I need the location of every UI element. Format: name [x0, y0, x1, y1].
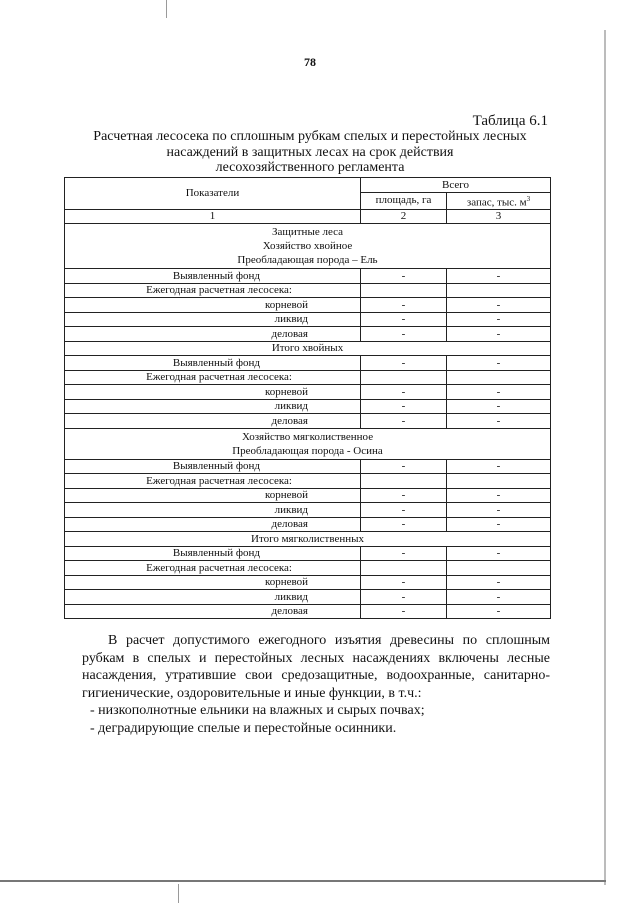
cell-area: - — [361, 399, 447, 414]
cell-stock: - — [447, 269, 551, 284]
table-number-row — [65, 209, 551, 224]
table-label: Таблица 6.1 — [472, 113, 548, 129]
row-label: ликвид — [65, 503, 361, 518]
cell-stock: - — [447, 327, 551, 342]
table-header-row — [65, 178, 551, 193]
header-total: Всего — [361, 178, 551, 193]
row-label: ликвид — [65, 312, 361, 327]
row-label: ликвид — [65, 590, 361, 605]
row-label: Выявленный фонд — [65, 356, 361, 371]
cell-stock: - — [447, 546, 551, 561]
section-row — [65, 341, 551, 356]
table-row — [65, 327, 551, 342]
row-label: корневой — [65, 488, 361, 503]
table-row — [65, 269, 551, 284]
table-row — [65, 283, 551, 298]
cell-stock — [447, 283, 551, 298]
table-row — [65, 474, 551, 489]
cell-stock: - — [447, 298, 551, 313]
scan-mark-bottom-line — [0, 880, 606, 882]
cell-area — [361, 474, 447, 489]
header-area: площадь, га — [361, 192, 447, 209]
cell-area: - — [361, 517, 447, 532]
scan-mark-right — [604, 30, 606, 885]
row-label: корневой — [65, 298, 361, 313]
header-stock-text: запас, тыс. м — [466, 196, 527, 209]
table-row — [65, 298, 551, 313]
row-label: корневой — [65, 385, 361, 400]
scan-mark-top — [166, 0, 167, 18]
table-row — [65, 561, 551, 576]
cell-stock — [447, 370, 551, 385]
row-label: деловая — [65, 414, 361, 429]
section-itog-conifer: Итого хвойных — [65, 341, 551, 356]
table-row — [65, 590, 551, 605]
row-label: Ежегодная расчетная лесосека: — [65, 561, 361, 576]
cell-stock: - — [447, 590, 551, 605]
header-stock-sup: 3 — [526, 194, 531, 203]
list-item: - деградирующие спелые и перестойные осинники. — [90, 720, 397, 736]
cell-area: - — [361, 298, 447, 313]
table-row — [65, 517, 551, 532]
cell-area: - — [361, 604, 447, 619]
table-row — [65, 385, 551, 400]
row-label: Ежегодная расчетная лесосека: — [65, 370, 361, 385]
cell-area: - — [361, 269, 447, 284]
row-label: Выявленный фонд — [65, 269, 361, 284]
forest-cut-table — [64, 177, 551, 619]
table-row — [65, 414, 551, 429]
section-itog-deciduous: Итого мягколиственных — [65, 532, 551, 547]
col-num-2: 2 — [361, 209, 447, 224]
section-conifer — [65, 224, 551, 269]
scan-mark-bottom-tick — [178, 884, 179, 903]
cell-stock — [447, 474, 551, 489]
row-label: Выявленный фонд — [65, 459, 361, 474]
cell-area — [361, 283, 447, 298]
table-row — [65, 503, 551, 518]
list-item: - низкополнотные ельники на влажных и сырых почвах; — [90, 703, 425, 718]
cell-area: - — [361, 414, 447, 429]
section-row — [65, 428, 551, 459]
cell-stock: - — [447, 604, 551, 619]
cell-stock: - — [447, 517, 551, 532]
cell-stock: - — [447, 575, 551, 590]
section-row — [65, 224, 551, 269]
table-row — [65, 399, 551, 414]
cell-area: - — [361, 590, 447, 605]
table-title-line: лесохозяйственного регламента — [215, 160, 405, 175]
section-line: Преобладающая порода – Ель — [237, 254, 378, 267]
row-label: Выявленный фонд — [65, 546, 361, 561]
section-line: Защитные леса — [272, 226, 344, 239]
row-label: Ежегодная расчетная лесосека: — [65, 474, 361, 489]
table-row — [65, 575, 551, 590]
cell-area: - — [361, 356, 447, 371]
cell-stock: - — [447, 488, 551, 503]
row-label: деловая — [65, 327, 361, 342]
section-line: Хозяйство хвойное — [262, 240, 353, 253]
table-row — [65, 459, 551, 474]
table-row — [65, 356, 551, 371]
cell-area: - — [361, 459, 447, 474]
body-paragraph: В расчет допустимого ежегодного изъятия древесины по сплошным рубкам в спелых и перестойных лесных насаждениях включены лесные насаждения, утратившие свои средозащитные, водоохранные, санитарно-гигиенические, оздоровительные и иные функции, в т.ч.: — [82, 633, 550, 701]
cell-area — [361, 370, 447, 385]
cell-stock: - — [447, 414, 551, 429]
col-num-3: 3 — [447, 209, 551, 224]
table-row — [65, 370, 551, 385]
section-row — [65, 532, 551, 547]
cell-stock — [447, 561, 551, 576]
table-row — [65, 488, 551, 503]
cell-stock: - — [447, 503, 551, 518]
section-deciduous — [65, 428, 551, 459]
table-row — [65, 312, 551, 327]
cell-stock: - — [447, 312, 551, 327]
row-label: Ежегодная расчетная лесосека: — [65, 283, 361, 298]
cell-stock: - — [447, 356, 551, 371]
cell-area: - — [361, 385, 447, 400]
cell-area: - — [361, 312, 447, 327]
table-title-line: Расчетная лесосека по сплошным рубкам спелых и перестойных лесных — [93, 129, 527, 144]
row-label: ликвид — [65, 399, 361, 414]
cell-area: - — [361, 327, 447, 342]
cell-stock: - — [447, 385, 551, 400]
section-line: Преобладающая порода - Осина — [232, 444, 383, 457]
table-title-line: насаждений в защитных лесах на срок действия — [166, 144, 454, 160]
cell-stock: - — [447, 399, 551, 414]
cell-area — [361, 561, 447, 576]
cell-area: - — [361, 575, 447, 590]
col-num-1: 1 — [65, 209, 361, 224]
row-label: деловая — [65, 604, 361, 619]
table-row — [65, 546, 551, 561]
table-row — [65, 604, 551, 619]
cell-area: - — [361, 503, 447, 518]
header-indicators: Показатели — [65, 178, 361, 210]
row-label: деловая — [65, 517, 361, 532]
section-line: Хозяйство мягколиственное — [241, 430, 374, 443]
body-text — [82, 632, 550, 737]
table-title — [60, 129, 560, 176]
cell-area: - — [361, 488, 447, 503]
header-stock — [447, 192, 551, 209]
cell-stock: - — [447, 459, 551, 474]
page-number: 78 — [304, 55, 316, 69]
cell-area: - — [361, 546, 447, 561]
row-label: корневой — [65, 575, 361, 590]
